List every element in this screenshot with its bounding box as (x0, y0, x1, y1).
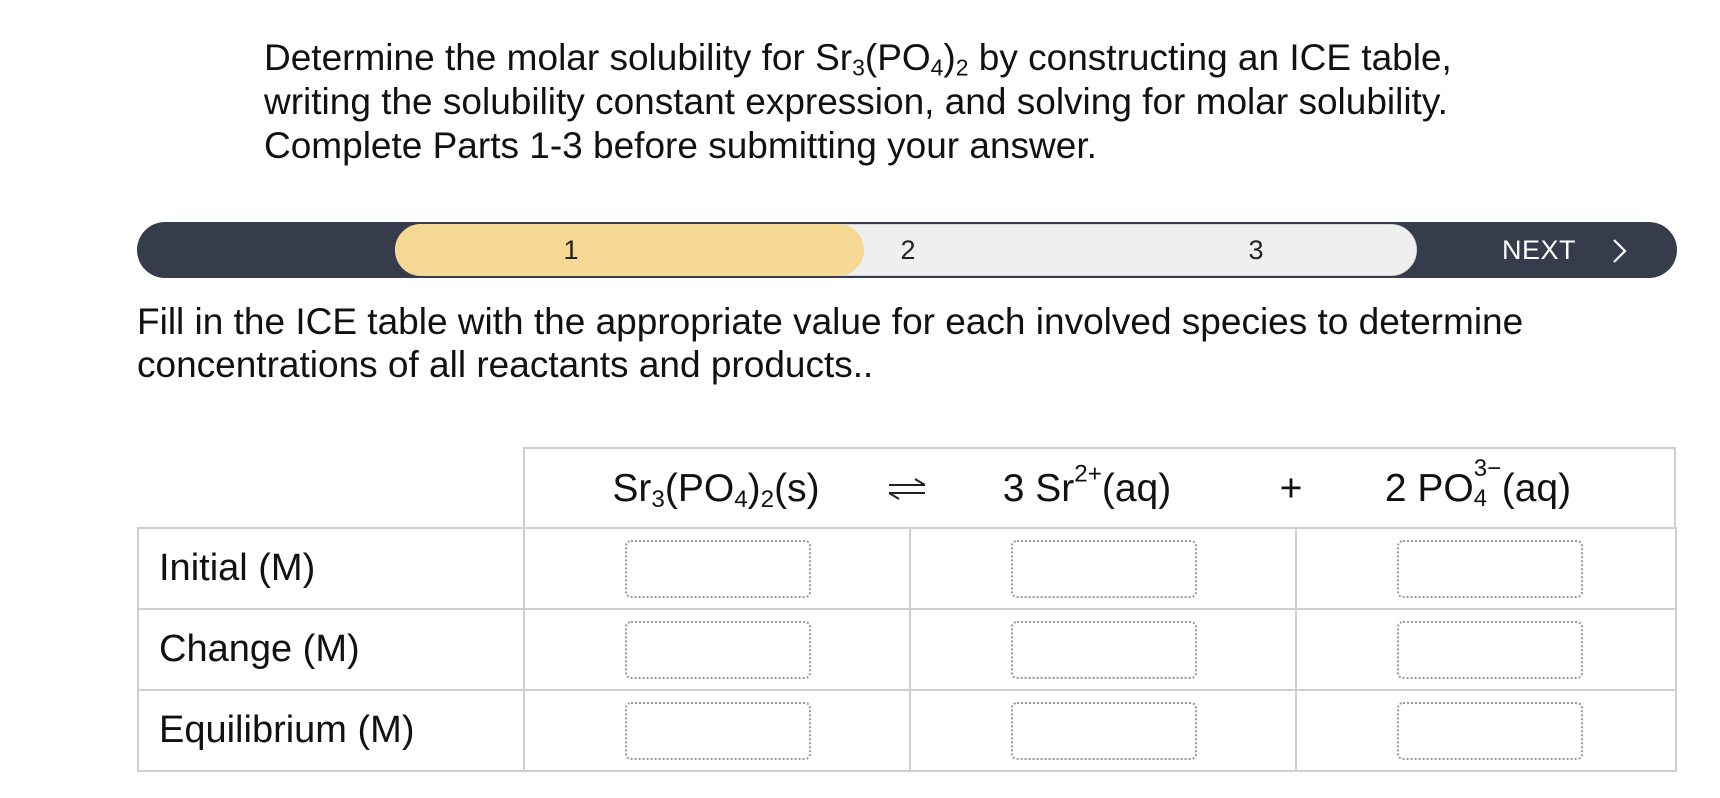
equilibrium-sr-input[interactable] (1011, 702, 1197, 760)
part-stepper (137, 222, 1677, 278)
cell (1295, 610, 1681, 689)
ice-row-equilibrium (137, 689, 1677, 772)
change-reactant-input[interactable] (625, 621, 811, 679)
next-button[interactable] (1419, 222, 1677, 278)
cell (523, 529, 909, 608)
reactant-formula: $Sr_3(PO_4)_2(s)$ (612, 467, 820, 514)
reaction-header (523, 447, 1676, 527)
equilibrium-arrows-icon (887, 477, 927, 501)
step-1-tab[interactable]: 1 (563, 235, 579, 265)
product-2-formula: 2 PO 3− 4 (aq) (1384, 454, 1572, 512)
cell (1295, 691, 1681, 770)
instruction-line-2: concentrations of all reactants and products.. (137, 344, 874, 385)
initial-reactant-input[interactable] (625, 540, 811, 598)
step-2-tab[interactable]: 2 (900, 235, 916, 265)
part-instruction (137, 300, 1677, 386)
initial-sr-input[interactable] (1011, 540, 1197, 598)
change-sr-input[interactable] (1011, 621, 1197, 679)
ice-rows (137, 527, 1677, 772)
cell (909, 610, 1295, 689)
row-label-equilibrium: Equilibrium (M) (159, 709, 415, 751)
equilibrium-po4-input[interactable] (1397, 702, 1583, 760)
step-3-tab[interactable]: 3 (1248, 235, 1264, 265)
question-prompt (264, 36, 1564, 168)
prompt-line-1: Determine the molar solubility for $Sr_3(PO_4)_2$ by constructing an ICE table, (264, 37, 1452, 81)
prompt-line-3: Complete Parts 1-3 before submitting your answer. (264, 125, 1097, 166)
change-po4-input[interactable] (1397, 621, 1583, 679)
chevron-right-icon (1609, 238, 1629, 264)
ice-row-change (137, 608, 1677, 689)
instruction-line-1: Fill in the ICE table with the appropriate value for each involved species to determine (137, 301, 1524, 342)
ice-table (137, 447, 1677, 773)
cell (909, 529, 1295, 608)
cell (909, 691, 1295, 770)
cell (523, 691, 909, 770)
cell (523, 610, 909, 689)
product-1-formula: 3 $Sr^{2+}(aq)$ (1002, 460, 1172, 510)
row-label-change: Change (M) (159, 628, 360, 670)
prompt-line-2: writing the solubility constant expression, and solving for molar solubility. (264, 81, 1448, 122)
initial-po4-input[interactable] (1397, 540, 1583, 598)
plus-sign: + (1279, 467, 1303, 510)
ice-row-initial (137, 527, 1677, 608)
equilibrium-reactant-input[interactable] (625, 702, 811, 760)
row-label-initial: Initial (M) (159, 547, 316, 589)
next-button-label: NEXT (1502, 235, 1577, 265)
active-step-highlight (395, 224, 864, 276)
cell (1295, 529, 1681, 608)
